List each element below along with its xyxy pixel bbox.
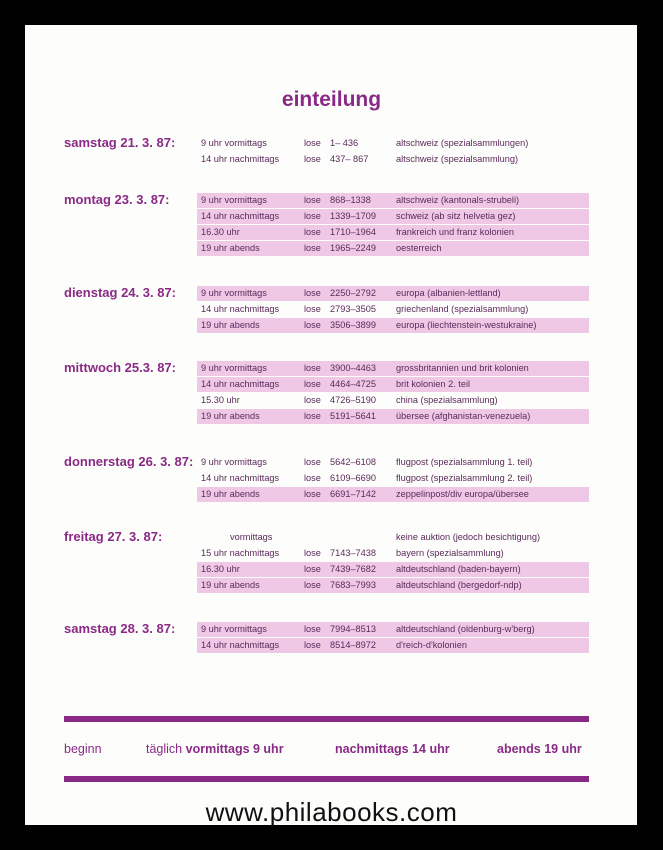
session-row [197,209,589,224]
session-time: 16.30 uhr [201,564,240,574]
session-description: flugpost (spezialsammlung 1. teil) [396,457,533,467]
session-row [197,546,589,561]
footer-morning-time: vormittags 9 uhr [185,742,284,756]
lot-range: 1– 436 [330,138,359,148]
lot-prefix: lose [304,138,321,148]
session-description: altdeutschland (oldenburg-w'berg) [396,624,535,634]
day-label: mittwoch 25.3. 87: [64,360,176,375]
session-time: 19 uhr abends [201,489,260,499]
session-time: 9 uhr vormittags [201,288,267,298]
lot-range: 4726–5190 [330,395,376,405]
session-time: 15.30 uhr [201,395,240,405]
session-description: frankreich und franz kolonien [396,227,514,237]
lot-range: 1710–1964 [330,227,376,237]
lot-prefix: lose [304,227,321,237]
session-row [197,152,589,167]
session-time: 14 uhr nachmittags [201,640,280,650]
lot-prefix: lose [304,473,321,483]
footer-beginn: beginn [64,742,102,756]
lot-prefix: lose [304,580,321,590]
lot-range: 868–1338 [330,195,371,205]
session-description: oesterreich [396,243,442,253]
session-time: 19 uhr abends [201,580,260,590]
session-time: 9 uhr vormittags [201,195,267,205]
lot-prefix: lose [304,154,321,164]
session-row [197,471,589,486]
session-description: schweiz (ab sitz helvetia gez) [396,211,516,221]
lot-range: 3506–3899 [330,320,376,330]
session-description: europa (albanien-lettland) [396,288,501,298]
lot-prefix: lose [304,288,321,298]
session-description: brit kolonien 2. teil [396,379,471,389]
footer-afternoon-time: nachmittags 14 uhr [335,742,450,756]
session-description: europa (liechtenstein-westukraine) [396,320,537,330]
footer-evening-time: abends 19 uhr [497,742,582,756]
session-description: zeppelinpost/div europa/übersee [396,489,529,499]
lot-range: 7143–7438 [330,548,376,558]
session-row [197,318,589,333]
session-row [197,622,589,637]
session-time: 15 uhr nachmittags [201,548,280,558]
session-description: bayern (spezialsammlung) [396,548,504,558]
session-row [197,578,589,593]
lot-range: 1339–1709 [330,211,376,221]
day-label: montag 23. 3. 87: [64,192,170,207]
session-row [197,286,589,301]
session-row [197,377,589,392]
session-time: 14 uhr nachmittags [201,211,280,221]
session-description: d'reich-d'kolonien [396,640,467,650]
divider-top [64,716,589,722]
footer-morning [146,742,284,756]
divider-bottom [64,776,589,782]
session-row [197,530,589,545]
lot-range: 7994–8513 [330,624,376,634]
lot-prefix: lose [304,379,321,389]
day-label: freitag 27. 3. 87: [64,529,163,544]
session-row [197,302,589,317]
session-description: flugpost (spezialsammlung 2. teil) [396,473,533,483]
lot-prefix: lose [304,395,321,405]
session-time: 19 uhr abends [201,411,260,421]
session-description: altschweiz (spezialsammlungen) [396,138,529,148]
lot-prefix: lose [304,564,321,574]
session-row [197,455,589,470]
session-row [197,393,589,408]
footer-daily: täglich [146,742,183,756]
day-label: samstag 28. 3. 87: [64,621,176,636]
lot-range: 2250–2792 [330,288,376,298]
session-time: 19 uhr abends [201,320,260,330]
page-title: einteilung [281,88,382,111]
session-description: altschweiz (kantonals-strubeli) [396,195,520,205]
session-row [197,638,589,653]
lot-range: 8514–8972 [330,640,376,650]
lot-range: 7439–7682 [330,564,376,574]
session-description: altdeutschland (baden-bayern) [396,564,521,574]
lot-prefix: lose [304,320,321,330]
session-row [197,361,589,376]
lot-prefix: lose [304,457,321,467]
session-description: übersee (afghanistan-venezuela) [396,411,531,421]
session-description: griechenland (spezialsammlung) [396,304,529,314]
session-description: keine auktion (jedoch besichtigung) [396,532,541,542]
day-label: dienstag 24. 3. 87: [64,285,176,300]
session-time: vormittags [230,532,273,542]
session-time: 14 uhr nachmittags [201,473,280,483]
day-label: donnerstag 26. 3. 87: [64,454,194,469]
lot-prefix: lose [304,363,321,373]
lot-range: 5642–6108 [330,457,376,467]
session-description: china (spezialsammlung) [396,395,498,405]
session-time: 16.30 uhr [201,227,240,237]
lot-range: 3900–4463 [330,363,376,373]
session-row [197,241,589,256]
session-row [197,225,589,240]
lot-prefix: lose [304,624,321,634]
lot-range: 1965–2249 [330,243,376,253]
session-description: altdeutschland (bergedorf-ndp) [396,580,522,590]
lot-range: 4464–4725 [330,379,376,389]
session-row [197,193,589,208]
session-time: 14 uhr nachmittags [201,304,280,314]
session-row [197,562,589,577]
lot-range: 7683–7993 [330,580,376,590]
session-time: 9 uhr vormittags [201,363,267,373]
lot-prefix: lose [304,489,321,499]
website-url: www.philabooks.com [205,797,458,827]
session-row [197,487,589,502]
lot-prefix: lose [304,195,321,205]
lot-range: 6109–6690 [330,473,376,483]
day-label: samstag 21. 3. 87: [64,135,176,150]
session-time: 9 uhr vormittags [201,138,267,148]
session-row [197,136,589,151]
session-description: altschweiz (spezialsammlung) [396,154,519,164]
lot-prefix: lose [304,211,321,221]
lot-prefix: lose [304,640,321,650]
session-row [197,409,589,424]
lot-range: 2793–3505 [330,304,376,314]
session-description: grossbritannien und brit kolonien [396,363,529,373]
session-time: 19 uhr abends [201,243,260,253]
session-time: 9 uhr vormittags [201,457,267,467]
lot-prefix: lose [304,548,321,558]
lot-prefix: lose [304,243,321,253]
session-time: 14 uhr nachmittags [201,154,280,164]
lot-range: 6691–7142 [330,489,376,499]
session-time: 9 uhr vormittags [201,624,267,634]
lot-range: 437– 867 [330,154,369,164]
lot-prefix: lose [304,411,321,421]
session-time: 14 uhr nachmittags [201,379,280,389]
lot-prefix: lose [304,304,321,314]
lot-range: 5191–5641 [330,411,376,421]
